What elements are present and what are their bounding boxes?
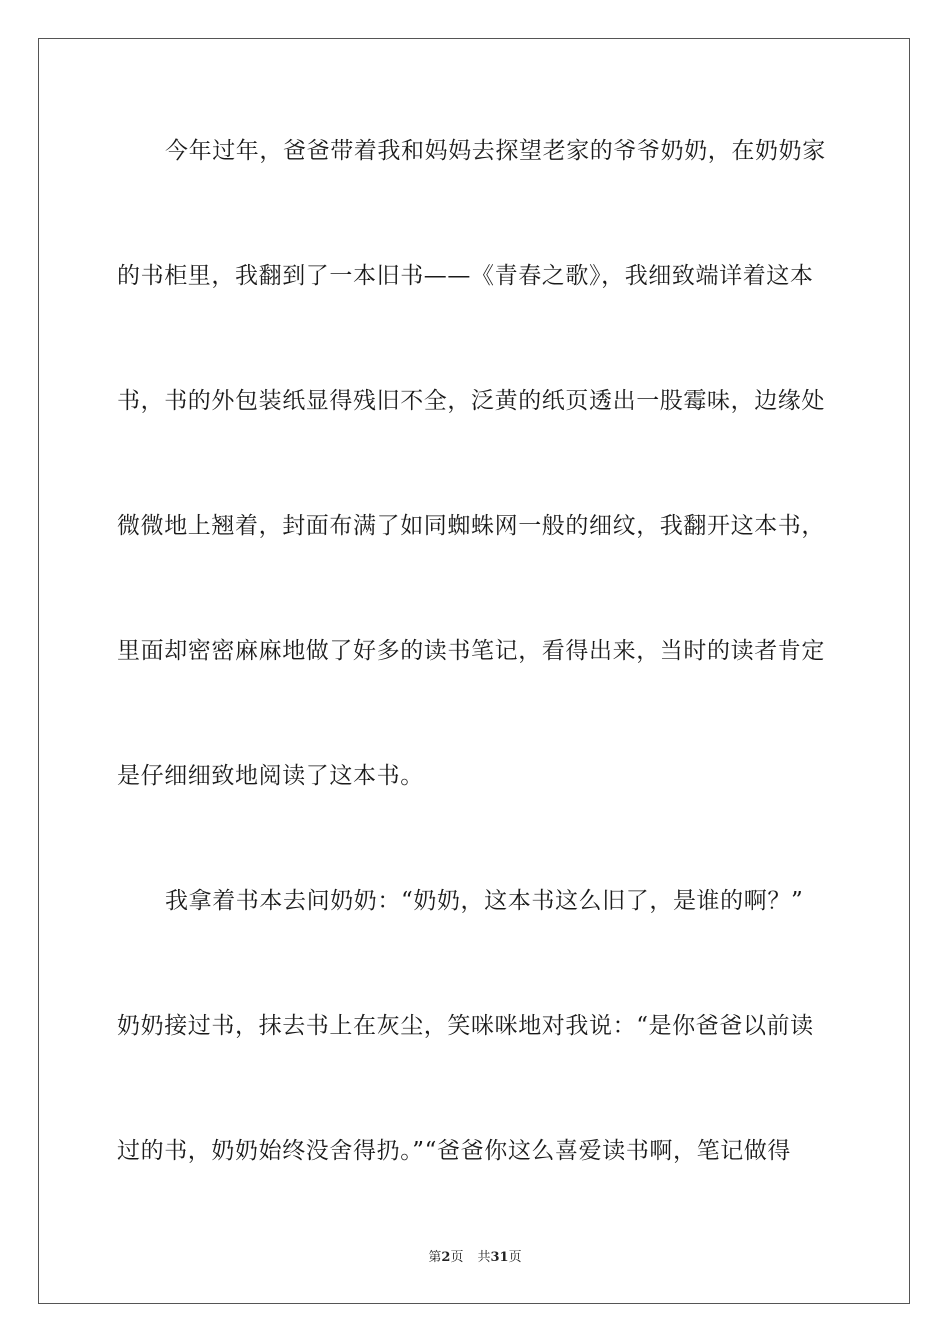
paragraph-line: 今年过年，爸爸带着我和妈妈去探望老家的爷爷奶奶，在奶奶家 bbox=[165, 138, 826, 164]
total-prefix: 共 bbox=[477, 1250, 491, 1265]
page-suffix: 页 bbox=[450, 1250, 464, 1265]
page-prefix: 第 bbox=[428, 1250, 442, 1265]
total-suffix: 页 bbox=[508, 1250, 522, 1265]
paragraph-line: 过的书，奶奶始终没舍得扔。”“爸爸你这么喜爱读书啊，笔记做得 bbox=[117, 1138, 792, 1164]
paragraph-line: 书，书的外包装纸显得残旧不全，泛黄的纸页透出一股霉味，边缘处 bbox=[117, 388, 825, 414]
paragraph-line: 微微地上翘着，封面布满了如同蜘蛛网一般的细纹，我翻开这本书， bbox=[117, 513, 825, 539]
paragraph-line: 里面却密密麻麻地做了好多的读书笔记，看得出来，当时的读者肯定 bbox=[117, 638, 825, 664]
total-pages: 31 bbox=[490, 1250, 509, 1265]
paragraph-line: 奶奶接过书，抹去书上在灰尘，笑咪咪地对我说：“是你爸爸以前读 bbox=[117, 1013, 814, 1039]
paragraph-line: 是仔细细致地阅读了这本书。 bbox=[117, 763, 424, 789]
page-number: 2 bbox=[441, 1250, 451, 1265]
paragraph-line: 的书柜里，我翻到了一本旧书——《青春之歌》，我细致端详着这本 bbox=[117, 263, 814, 289]
paragraph-line: 我拿着书本去问奶奶：“奶奶，这本书这么旧了，是谁的啊？” bbox=[165, 888, 804, 914]
page-footer bbox=[0, 1246, 950, 1265]
page-border bbox=[38, 38, 910, 1304]
